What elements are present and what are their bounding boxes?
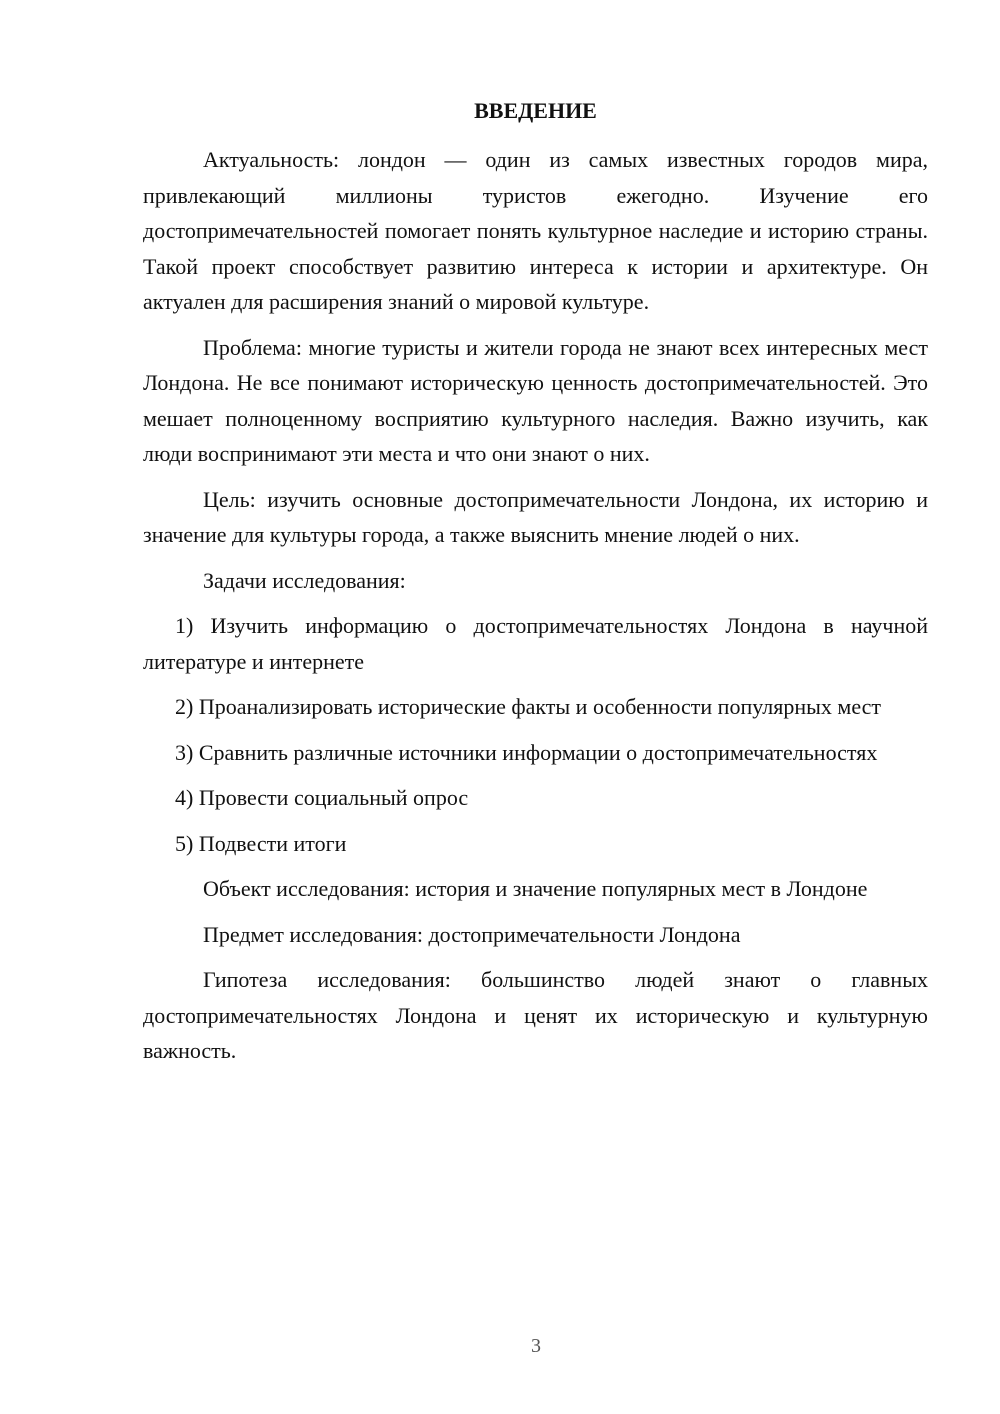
task-item-2: 2) Проанализировать исторические факты и особенности популярных мест [175,694,882,719]
relevance-paragraph: Актуальность: лондон — один из самых известных городов мира, привлекающий миллионы туристов ежегодно. Изучение его достопримечательностей помогает понять культурное наследие и историю страны. Такой проект способствует развитию интереса к истории и архитектуре. Он актуален для расширения знаний о мировой культуре. [143,147,928,314]
page-title: ВВЕДЕНИЕ [474,98,597,123]
hypothesis-paragraph: Гипотеза исследования: большинство людей знают о главных достопримечательностях Лондона и ценят их историческую и культурную важность. [143,967,928,1063]
task-item-3: 3) Сравнить различные источники информации о достопримечательностях [175,739,878,765]
object-paragraph: Объект исследования: история и значение популярных мест в Лондоне [203,876,868,901]
goal-paragraph: Цель: изучить основные достопримечательности Лондона, их историю и значение для культуры города, а также выяснить мнение людей о них. [143,486,928,547]
task-item-4: 4) Провести социальный опрос [175,785,469,810]
page-number: 3 [531,1335,541,1357]
tasks-heading: Задачи исследования: [203,567,406,593]
task-item-1: 1) Изучить информацию о достопримечательностях Лондона в научной литературе и интернете [143,613,928,674]
task-item-5: 5) Подвести итоги [175,830,347,856]
problem-paragraph: Проблема: многие туристы и жители города не знают всех интересных мест Лондона. Не все понимают историческую ценность достопримечательностей. Это мешает полноценному восприятию культурного наследия. Важно изучить, как люди воспринимают эти места и что они знают о них. [143,334,928,466]
subject-paragraph: Предмет исследования: достопримечательности Лондона [203,921,741,947]
document-body [143,142,928,1079]
